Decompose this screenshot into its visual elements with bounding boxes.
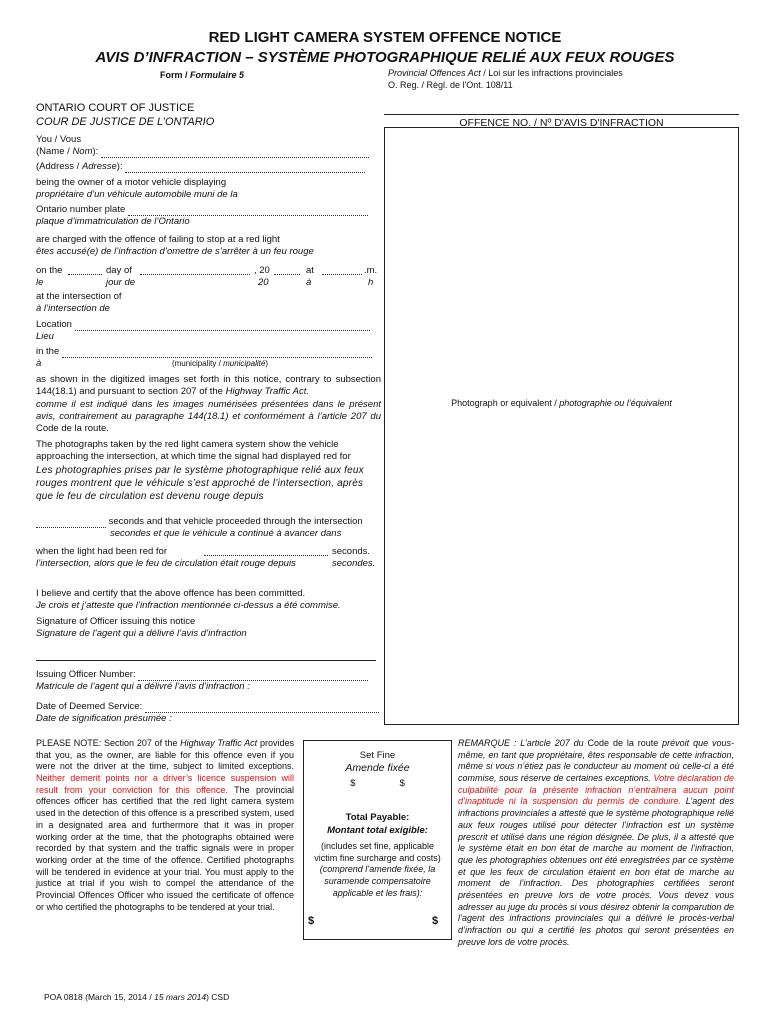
certify-statement: I believe and certify that the above offence has been committed. Je crois et j’atteste que l’infraction mentionnée ci-dessus a été commise. xyxy=(36,588,341,612)
digitized-statement: as shown in the digitized images set forth in this notice, contrary to subsection 144(18.1) and pursuant to section 207 of the Highway Traffic Act. comme il est indiqué dans les images numérisées présentées dans le présent avis, contrairement au paragraphe 144(18.1) et conformément à l’article 207 du Code de la route. xyxy=(36,374,381,435)
form-number: Form / Formulaire 5 xyxy=(160,70,245,80)
total-dollar-right: $ xyxy=(432,915,439,927)
title-english: RED LIGHT CAMERA SYSTEM OFFENCE NOTICE xyxy=(208,29,562,46)
seconds-field[interactable]: seconds and that vehicle proceeded through the intersection secondes et que le véhicule a continué à avancer dans xyxy=(36,516,381,541)
total-dollar-left: $ xyxy=(308,915,315,927)
title-french: AVIS D’INFRACTION – SYSTÈME PHOTOGRAPHIQUE RELIÉ AUX FEUX ROUGES xyxy=(95,49,675,66)
red-duration-field[interactable]: when the light had been red for seconds. l’intersection, alors que le feu de circulation était rouge depuis secondes. xyxy=(36,546,376,569)
plate-field[interactable]: Ontario number plate plaque d’immatriculation de l’Ontario xyxy=(36,204,381,229)
set-fine-label: Set Fine Amende fixée xyxy=(345,750,410,775)
form-code-footer: POA 0818 (March 15, 2014 / 15 mars 2014) CSD xyxy=(44,992,230,1002)
officer-number-field[interactable]: Issuing Officer Number: Matricule de l’agent qui a délivré l’avis d’infraction : xyxy=(36,669,381,694)
charge-statement: are charged with the offence of failing to stop at a red light êtes accusé(e) de l’infraction d’omettre de s’arrêter à un feu rouge xyxy=(36,234,314,258)
photograph-box xyxy=(384,127,739,725)
includes-note: (includes set fine, applicable victim fine surcharge and costs) (comprend l’amende fixée, la suramende compensatoire applicable et les frais): xyxy=(314,841,441,898)
photos-statement: The photographs taken by the red light camera system show the vehicle approaching the intersection, at which time the signal had displayed red for Les photographies prises par le système photographique relié aux feux rouges montrent que le véhicule s’est approché de l’intersection, après que le feu de circulation est devenu rouge depuis xyxy=(36,439,364,502)
note-french: REMARQUE : L’article 207 du Code de la route prévoit que vous-même, en tant que propriétaire, êtes responsable de cette infraction, même si vous n’étiez pas le conducteur au moment où celle-ci a été commise, sous réserve de certaines exceptions. Votre déclaration de culpabilité pour la présente infraction n’entraînera aucun point d’inaptitude ni la suspension du permis de conduire. L’agent des infractions provinciales a attesté que le système photographique relié aux feux rouges utilisé pour détecter l’infraction est un système prescrit et utilisé dans une région désignée. De plus, il a attesté que le système était en bon état de marche au moment de l’infraction, que les photographies obtenues ont été enregistrées par ce système et que les feux de circulation étaient en bon état de marche au moment de l’infraction. Des photographies certifiées seront présentées en preuve lors de votre procès. Vous devez vous adresser au juge du procès si vous désirez obtenir la comparution de l’agent des infractions provinciales qui a délivré le procès-verbal d’infraction ou qui a certifié les photos qui seront présentées en preuve lors de votre procès. xyxy=(458,738,734,947)
offence-number-header: OFFENCE NO. / Nº D'AVIS D'INFRACTION xyxy=(384,114,739,131)
court-name: ONTARIO COURT OF JUSTICE COUR DE JUSTICE DE L’ONTARIO xyxy=(36,102,215,129)
signature-label: Signature of Officer issuing this notice Signature de l’agent qui a délivré l’avis d’infraction xyxy=(36,616,247,640)
municipality-field[interactable]: in the à (municipality / municipalité) xyxy=(36,346,381,371)
photograph-label: Photograph or equivalent / photographie ou l’équivalent xyxy=(451,398,672,408)
name-field[interactable]: (Name / Nom): xyxy=(36,146,381,158)
fine-box xyxy=(303,740,452,940)
you-label: You / Vous xyxy=(36,134,82,145)
signature-line[interactable] xyxy=(36,660,376,661)
deemed-service-field[interactable]: Date of Deemed Service: Date de signification présumée : xyxy=(36,701,381,726)
owner-statement: being the owner of a motor vehicle displaying propriétaire d’un véhicule automobile muni de la xyxy=(36,177,238,201)
location-field[interactable]: Location Lieu xyxy=(36,319,381,344)
act-reference: Provincial Offences Act / Loi sur les infractions provinciales O. Reg. / Règl. de l'Ont. 108/11 xyxy=(388,68,623,90)
note-english: PLEASE NOTE: Section 207 of the Highway Traffic Act provides that you, as the owner, are liable for this offence even if you were not the driver at the time, subject to limited exceptions. Neither demerit points nor a driver’s licence suspension will result from your conviction for this offence. The provincial offences officer has certified that the red light camera system used in the detection of this offence is a prescribed system, used in a designated area and furthermore that it was in proper working order at the time, that the photographs obtained were recorded by that system and the traffic signals were in proper working order at the time of the offence. Certified photographs will be tendered in evidence at your trial. You must apply to the justice at trial if you wish to compel the attendance of the Provincial Offences Officer who issued the certificate of offence or who certified the photographs to be tendered at your trial. xyxy=(36,738,294,912)
set-fine-amount[interactable]: $ $ xyxy=(350,777,405,789)
intersection-label: at the intersection of à l’intersection de xyxy=(36,291,122,315)
date-time-field[interactable]: on the le day of jour de , 20 20 at à .m. h xyxy=(36,265,378,288)
address-field[interactable]: (Address / Adresse): xyxy=(36,161,381,173)
total-payable-label: Total Payable: Montant total exigible: xyxy=(327,812,428,836)
